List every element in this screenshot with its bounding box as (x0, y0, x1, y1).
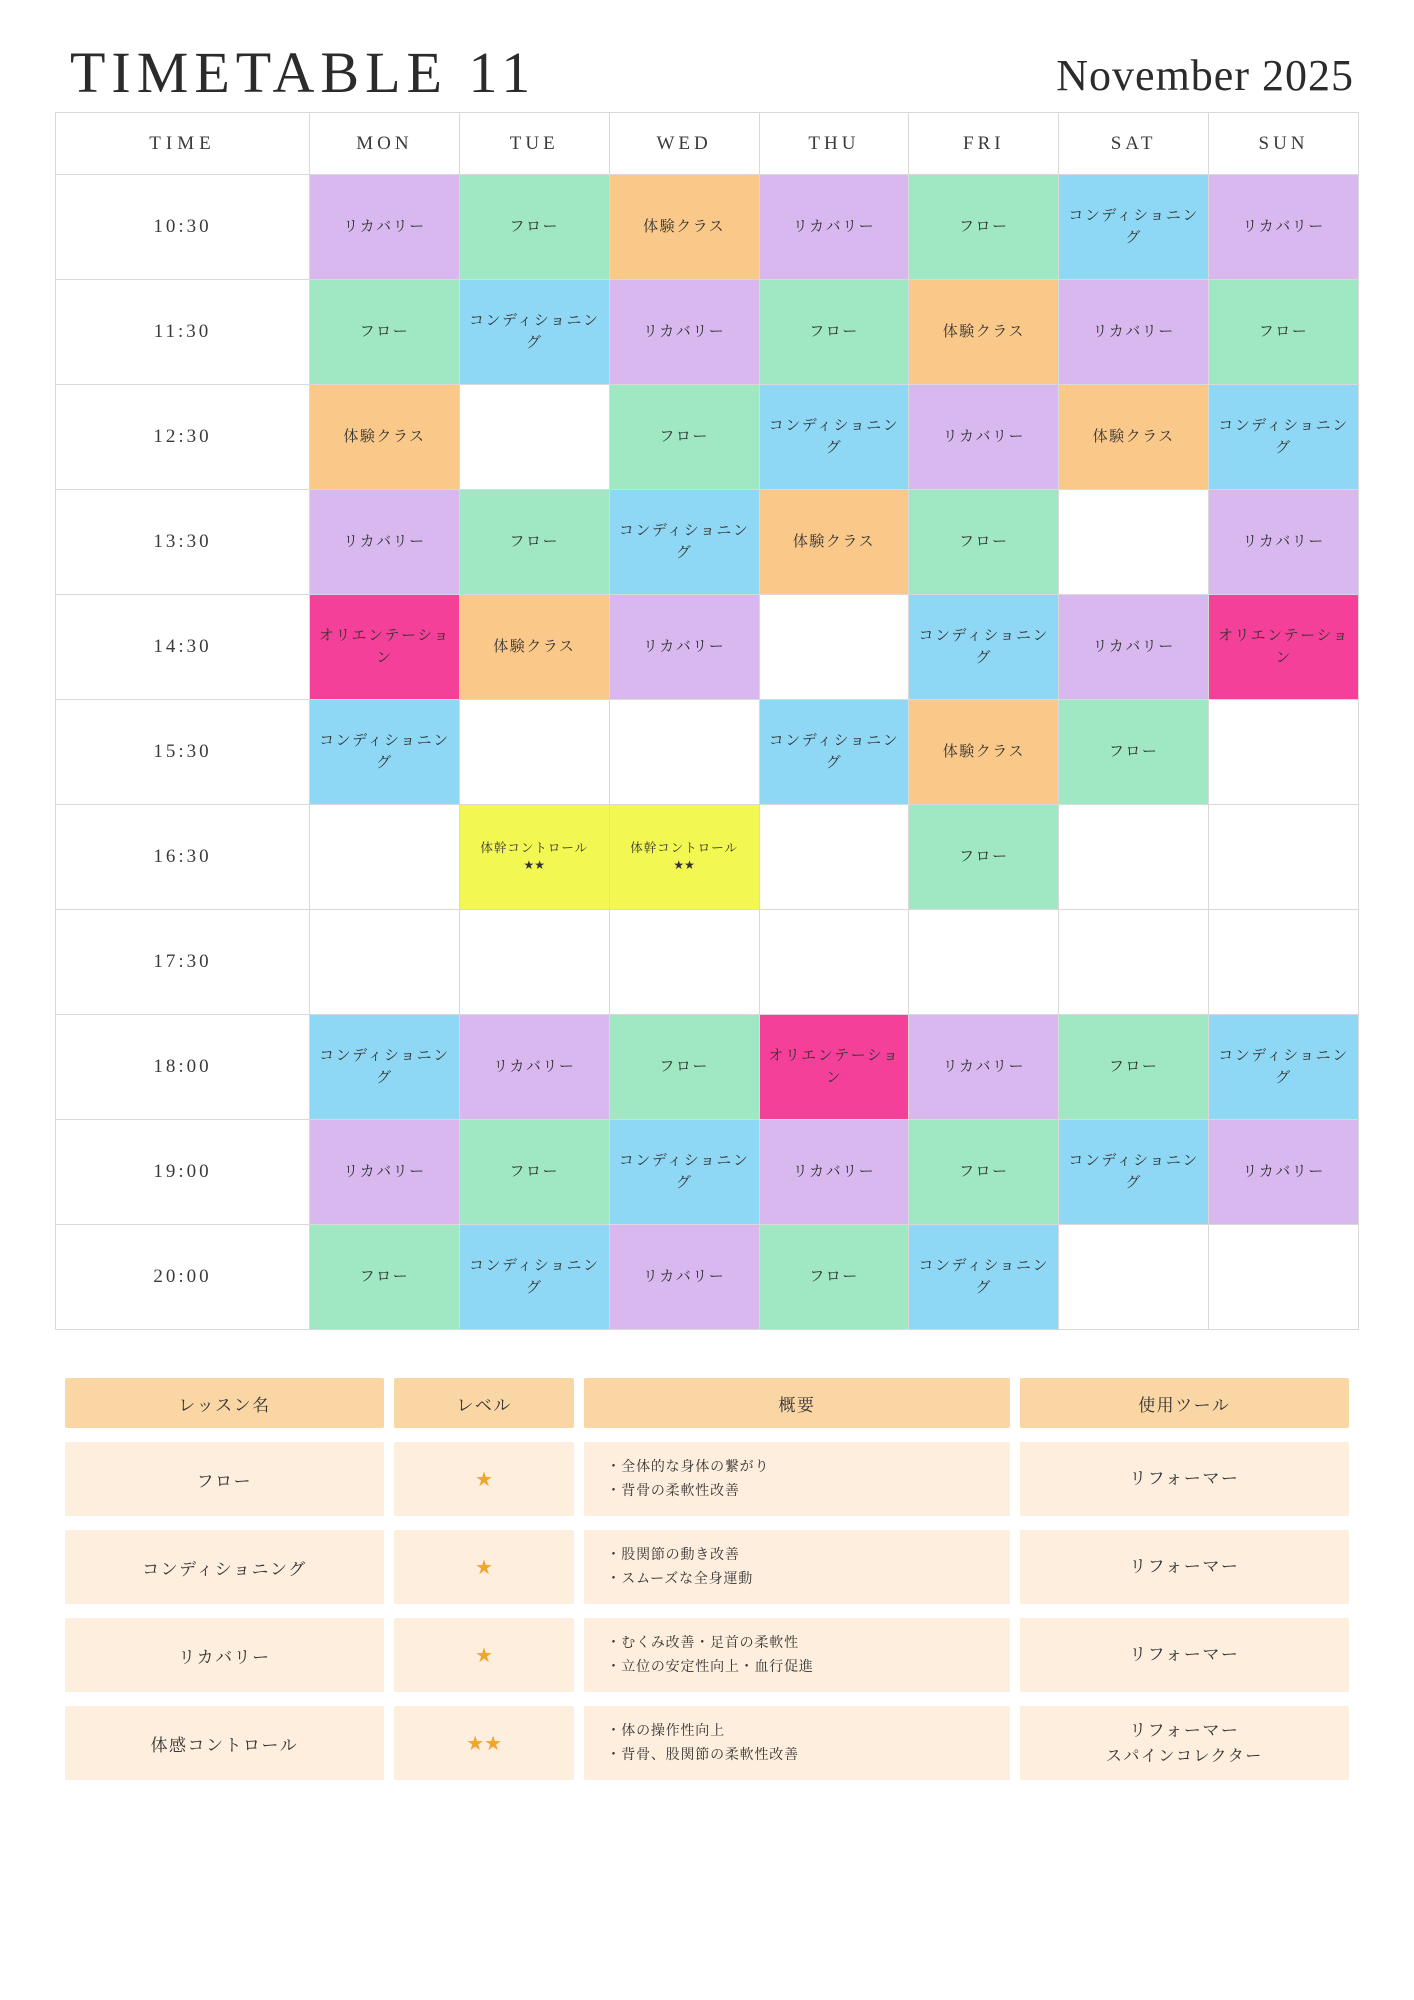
class-name: コンディショニング (1068, 1152, 1199, 1191)
class-name: フロー (1258, 323, 1309, 341)
class-name: 体験クラス (792, 533, 875, 551)
class-slot[interactable] (909, 490, 1059, 595)
class-name: リカバリー (942, 1058, 1025, 1076)
column-header-thu: THU (759, 113, 909, 175)
empty-slot (609, 700, 759, 805)
legend-tool (1020, 1530, 1349, 1604)
class-slot[interactable] (1059, 280, 1209, 385)
class-name: コンディショニング (918, 1257, 1050, 1296)
class-slot[interactable] (609, 175, 759, 280)
class-slot[interactable] (759, 1120, 909, 1225)
legend-tool (1020, 1706, 1349, 1780)
legend-lesson-name: 体感コントロール (65, 1706, 384, 1780)
legend-row (65, 1618, 1349, 1692)
class-name: フロー (809, 323, 859, 341)
class-name: リカバリー (343, 533, 426, 551)
class-name: フロー (359, 323, 410, 341)
class-slot[interactable] (310, 490, 460, 595)
class-slot[interactable] (310, 1015, 460, 1120)
legend-table (55, 1364, 1359, 1794)
legend-description (584, 1618, 1009, 1692)
column-header-sun: SUN (1209, 113, 1359, 175)
class-slot[interactable] (1059, 1120, 1209, 1225)
legend-row (65, 1442, 1349, 1516)
class-slot[interactable] (1209, 280, 1359, 385)
timetable-body (56, 175, 1359, 1330)
page-title: TIMETABLE 11 (70, 40, 537, 105)
class-slot[interactable] (310, 595, 460, 700)
class-slot[interactable] (459, 280, 609, 385)
class-slot[interactable] (759, 490, 909, 595)
legend-header-level: レベル (394, 1378, 575, 1428)
timetable-row (56, 1225, 1359, 1330)
empty-slot (1059, 1225, 1209, 1330)
column-header-mon: MON (310, 113, 460, 175)
class-slot[interactable] (459, 175, 609, 280)
empty-slot (459, 385, 609, 490)
empty-slot (1209, 910, 1359, 1015)
class-slot[interactable] (310, 700, 460, 805)
legend-tool-line: リフォーマー (1129, 1720, 1240, 1740)
legend-body (65, 1442, 1349, 1780)
class-name: コンディショニング (768, 732, 900, 771)
timetable-row (56, 1120, 1359, 1225)
timetable-row (56, 280, 1359, 385)
class-slot[interactable] (609, 805, 759, 910)
legend-description-line: ・スムーズな全身運動 (606, 1570, 754, 1586)
class-slot[interactable] (609, 280, 759, 385)
class-slot[interactable] (759, 175, 909, 280)
class-slot[interactable] (1059, 1015, 1209, 1120)
legend-tool-line: リフォーマー (1129, 1645, 1240, 1665)
empty-slot (759, 910, 909, 1015)
class-name: フロー (509, 533, 560, 551)
class-slot[interactable] (459, 1120, 609, 1225)
class-name: コンディショニング (918, 627, 1050, 666)
class-slot[interactable] (909, 1015, 1059, 1120)
class-name: フロー (659, 428, 709, 446)
legend-header-desc: 概要 (584, 1378, 1009, 1428)
class-name: コンディショニング (1218, 1047, 1349, 1086)
level-stars: ★★ (673, 858, 695, 873)
class-slot[interactable] (1059, 595, 1209, 700)
legend-level-stars: ★ (394, 1530, 575, 1604)
empty-slot (1059, 910, 1209, 1015)
timetable-row (56, 805, 1359, 910)
legend-header-tool: 使用ツール (1020, 1378, 1349, 1428)
time-label: 13:30 (56, 490, 310, 595)
time-label: 10:30 (56, 175, 310, 280)
class-slot[interactable] (1209, 595, 1359, 700)
class-name: 体験クラス (493, 638, 576, 656)
class-name: コンディショニング (1218, 417, 1349, 456)
timetable-row (56, 595, 1359, 700)
time-label: 14:30 (56, 595, 310, 700)
column-header-sat: SAT (1059, 113, 1209, 175)
time-label: 12:30 (56, 385, 310, 490)
time-label: 19:00 (56, 1120, 310, 1225)
class-slot[interactable] (909, 805, 1059, 910)
class-name: リカバリー (642, 1268, 726, 1286)
legend-level-stars: ★★ (394, 1706, 575, 1780)
column-header-time: TIME (56, 113, 310, 175)
level-stars: ★★ (523, 858, 546, 873)
legend-header-row (65, 1378, 1349, 1428)
class-name: リカバリー (1242, 533, 1325, 551)
class-name: リカバリー (642, 638, 726, 656)
class-slot[interactable] (609, 1225, 759, 1330)
legend-description (584, 1530, 1009, 1604)
legend-row (65, 1530, 1349, 1604)
timetable-row (56, 385, 1359, 490)
time-label: 20:00 (56, 1225, 310, 1330)
legend-description-line: ・全体的な身体の繋がり (606, 1458, 770, 1475)
legend-row (65, 1706, 1349, 1780)
class-name: リカバリー (1092, 323, 1175, 341)
legend-description (584, 1706, 1009, 1780)
empty-slot (1059, 490, 1209, 595)
class-name: フロー (659, 1058, 709, 1076)
legend-tool-line: リフォーマー (1129, 1557, 1240, 1577)
timetable-header-row (56, 113, 1359, 175)
page-header (0, 0, 1414, 112)
class-slot[interactable] (1209, 490, 1359, 595)
column-header-fri: FRI (909, 113, 1059, 175)
class-name: リカバリー (642, 323, 726, 341)
legend-lesson-name: リカバリー (65, 1618, 384, 1692)
empty-slot (609, 910, 759, 1015)
class-name: コンディショニング (319, 732, 450, 771)
class-name: リカバリー (493, 1058, 576, 1076)
class-name: コンディショニング (1068, 207, 1199, 246)
timetable-row (56, 700, 1359, 805)
legend-container (0, 1330, 1414, 1794)
class-slot[interactable] (310, 280, 460, 385)
legend-level-stars: ★ (394, 1442, 575, 1516)
class-name: コンディショニング (618, 1152, 750, 1191)
timetable (55, 112, 1359, 1330)
empty-slot (310, 805, 460, 910)
class-name: リカバリー (942, 428, 1025, 446)
legend-description (584, 1442, 1009, 1516)
timetable-head (56, 113, 1359, 175)
timetable-container (0, 112, 1414, 1330)
legend-description-line: ・体の操作性向上 (606, 1722, 725, 1739)
empty-slot (459, 700, 609, 805)
empty-slot (1209, 700, 1359, 805)
class-slot[interactable] (310, 175, 460, 280)
timetable-row (56, 175, 1359, 280)
empty-slot (759, 595, 909, 700)
legend-tool-line: スパインコレクター (1105, 1747, 1263, 1765)
empty-slot (909, 910, 1059, 1015)
class-slot[interactable] (909, 1120, 1059, 1225)
legend-description-line: ・背骨の柔軟性改善 (606, 1482, 740, 1498)
time-label: 17:30 (56, 910, 310, 1015)
class-slot[interactable] (459, 490, 609, 595)
class-slot[interactable] (1059, 175, 1209, 280)
class-name: リカバリー (343, 218, 426, 236)
time-label: 18:00 (56, 1015, 310, 1120)
class-name: オリエンテーション (318, 627, 450, 666)
timetable-row (56, 1015, 1359, 1120)
class-slot[interactable] (909, 175, 1059, 280)
class-name: リカバリー (1242, 1163, 1325, 1181)
class-slot[interactable] (459, 1015, 609, 1120)
legend-level-stars: ★ (394, 1618, 575, 1692)
column-header-tue: TUE (459, 113, 609, 175)
class-slot[interactable] (909, 595, 1059, 700)
class-name: フロー (959, 218, 1009, 236)
class-slot[interactable] (609, 595, 759, 700)
empty-slot (459, 910, 609, 1015)
legend-tool-line: リフォーマー (1129, 1469, 1240, 1489)
legend-description-line: ・むくみ改善・足首の柔軟性 (606, 1634, 799, 1651)
column-header-wed: WED (609, 113, 759, 175)
legend-head (65, 1378, 1349, 1428)
class-slot[interactable] (1059, 700, 1209, 805)
class-name: 体験クラス (942, 323, 1025, 341)
class-slot[interactable] (609, 1015, 759, 1120)
class-name: 体験クラス (1092, 428, 1175, 446)
class-slot[interactable] (759, 1015, 909, 1120)
class-name: コンディショニング (319, 1047, 450, 1086)
class-slot[interactable] (909, 700, 1059, 805)
empty-slot (1059, 805, 1209, 910)
class-name: フロー (1108, 743, 1159, 761)
class-name: 体幹コントロール (630, 840, 738, 855)
class-slot[interactable] (759, 280, 909, 385)
class-name: 体験クラス (343, 428, 426, 446)
legend-lesson-name: フロー (65, 1442, 384, 1516)
class-name: リカバリー (792, 1163, 876, 1181)
class-slot[interactable] (1209, 385, 1359, 490)
class-slot[interactable] (609, 385, 759, 490)
empty-slot (1209, 1225, 1359, 1330)
class-name: フロー (959, 848, 1009, 866)
class-slot[interactable] (459, 805, 609, 910)
timetable-row (56, 910, 1359, 1015)
class-name: リカバリー (792, 218, 876, 236)
legend-description-line: ・立位の安定性向上・血行促進 (606, 1658, 814, 1674)
class-slot[interactable] (609, 1120, 759, 1225)
class-slot[interactable] (759, 1225, 909, 1330)
class-slot[interactable] (310, 385, 460, 490)
class-slot[interactable] (310, 1120, 460, 1225)
class-name: フロー (359, 1268, 410, 1286)
empty-slot (310, 910, 460, 1015)
class-slot[interactable] (1209, 1015, 1359, 1120)
class-slot[interactable] (1209, 175, 1359, 280)
class-slot[interactable] (759, 385, 909, 490)
class-slot[interactable] (1059, 385, 1209, 490)
class-name: 体幹コントロール (480, 840, 589, 855)
class-name: フロー (1108, 1058, 1159, 1076)
legend-tool (1020, 1442, 1349, 1516)
class-name: フロー (509, 1163, 560, 1181)
legend-tool (1020, 1618, 1349, 1692)
class-name: コンディショニング (469, 1257, 600, 1296)
class-name: フロー (809, 1268, 859, 1286)
page-month: November 2025 (1056, 51, 1354, 100)
class-name: リカバリー (1242, 218, 1325, 236)
class-name: フロー (959, 1163, 1009, 1181)
class-slot[interactable] (759, 700, 909, 805)
class-slot[interactable] (909, 280, 1059, 385)
empty-slot (759, 805, 909, 910)
legend-lesson-name: コンディショニング (65, 1530, 384, 1604)
class-name: 体験クラス (942, 743, 1025, 761)
timetable-row (56, 490, 1359, 595)
class-slot[interactable] (909, 1225, 1059, 1330)
class-slot[interactable] (459, 595, 609, 700)
class-name: オリエンテーション (1217, 627, 1350, 666)
class-slot[interactable] (1209, 1120, 1359, 1225)
class-name: オリエンテーション (768, 1047, 900, 1086)
class-slot[interactable] (459, 1225, 609, 1330)
class-slot[interactable] (609, 490, 759, 595)
legend-header-name: レッスン名 (65, 1378, 384, 1428)
class-name: フロー (959, 533, 1009, 551)
class-name: リカバリー (343, 1163, 426, 1181)
legend-description-line: ・股関節の動き改善 (606, 1546, 740, 1563)
time-label: 16:30 (56, 805, 310, 910)
time-label: 15:30 (56, 700, 310, 805)
class-name: 体験クラス (643, 218, 726, 236)
class-name: コンディショニング (768, 417, 900, 456)
class-name: コンディショニング (469, 312, 600, 351)
class-name: コンディショニング (618, 522, 750, 561)
class-slot[interactable] (310, 1225, 460, 1330)
empty-slot (1209, 805, 1359, 910)
class-name: フロー (509, 218, 560, 236)
time-label: 11:30 (56, 280, 310, 385)
class-slot[interactable] (909, 385, 1059, 490)
legend-description-line: ・背骨、股関節の柔軟性改善 (606, 1746, 799, 1762)
class-name: リカバリー (1092, 638, 1175, 656)
